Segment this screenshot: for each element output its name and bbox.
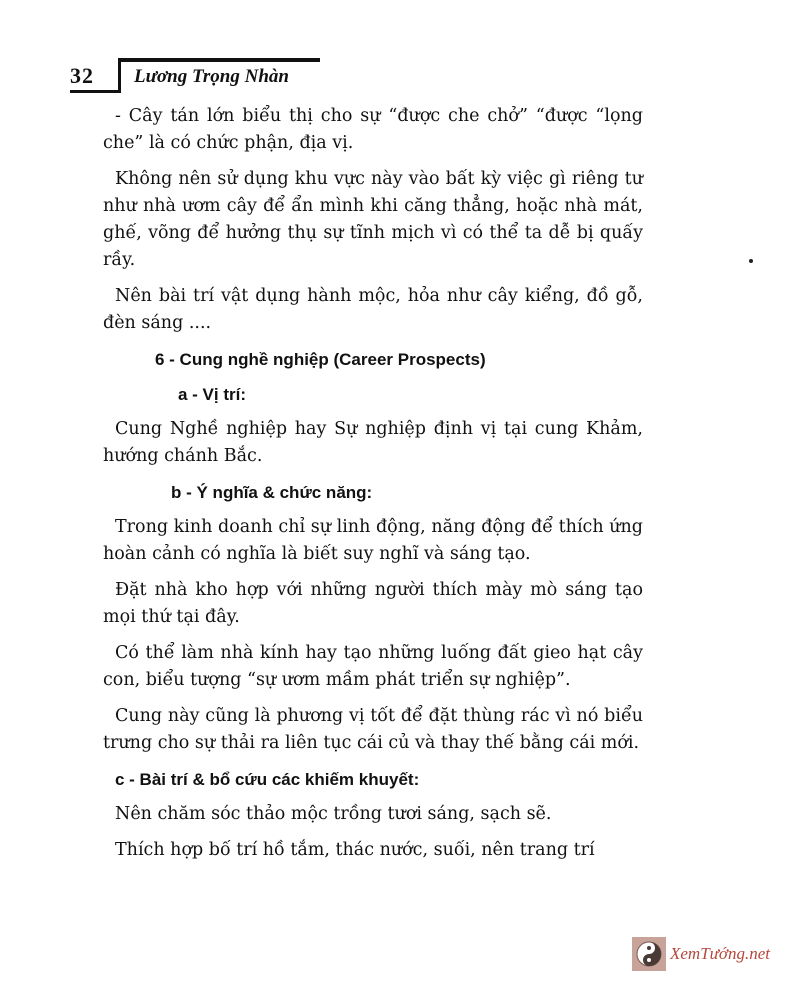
- subheading-meaning: b - Ý nghĩa & chức năng:: [171, 483, 373, 502]
- paragraph: - Cây tán lớn biểu thị cho sự “được che chở” “được “lọng che” là có chức phận, địa vị.: [103, 106, 643, 153]
- margin-dot: [749, 259, 753, 263]
- header-rule-top: [118, 58, 320, 62]
- yin-yang-icon: [632, 937, 666, 971]
- header-rule-vertical: [118, 62, 121, 93]
- paragraph: Có thể làm nhà kính hay tạo những luống đất gieo hạt cây con, biểu tượng “sự ươm mầm phát triển sự nghiệp”.: [103, 643, 643, 690]
- paragraph: Thích hợp bố trí hồ tắm, thác nước, suối, nên trang trí: [115, 840, 595, 860]
- running-head-author: Lương Trọng Nhàn: [134, 66, 289, 87]
- paragraph: Nên chăm sóc thảo mộc trồng tươi sáng, sạch sẽ.: [115, 804, 552, 824]
- paragraph: Cung này cũng là phương vị tốt để đặt thùng rác vì nó biểu trưng cho sự thải ra liên tục cái củ và thay thế bằng cái mới.: [103, 706, 643, 753]
- body-text: [103, 103, 643, 873]
- paragraph: Không nên sử dụng khu vực này vào bất kỳ việc gì riêng tư như nhà ươm cây để ẩn mình khi căng thẳng, hoặc nhà mát, ghế, võng để hưởng thụ sự tĩnh mịch vì có thể ta dễ bị quấy rầy.: [103, 169, 643, 270]
- paragraph: Nên bài trí vật dụng hành mộc, hỏa như cây kiểng, đồ gỗ, đèn sáng ....: [103, 286, 643, 333]
- subheading-position: a - Vị trí:: [178, 385, 247, 404]
- paragraph: Đặt nhà kho hợp với những người thích mày mò sáng tạo mọi thứ tại đây.: [103, 580, 643, 627]
- page-number: 32: [70, 63, 94, 88]
- watermark-text: XemTướng.net: [670, 944, 771, 963]
- paragraph: Cung Nghề nghiệp hay Sự nghiệp định vị tại cung Khảm, hướng chánh Bắc.: [103, 419, 643, 466]
- paragraph: Trong kinh doanh chỉ sự linh động, năng động để thích ứng hoàn cảnh có nghĩa là biết suy nghĩ và sáng tạo.: [103, 517, 643, 564]
- watermark-logo: [632, 934, 770, 974]
- header-rule-bottom: [70, 90, 120, 93]
- section-heading: 6 - Cung nghề nghiệp (Career Prospects): [155, 350, 486, 369]
- subheading-arrangement: c - Bài trí & bổ cứu các khiếm khuyết:: [115, 770, 420, 789]
